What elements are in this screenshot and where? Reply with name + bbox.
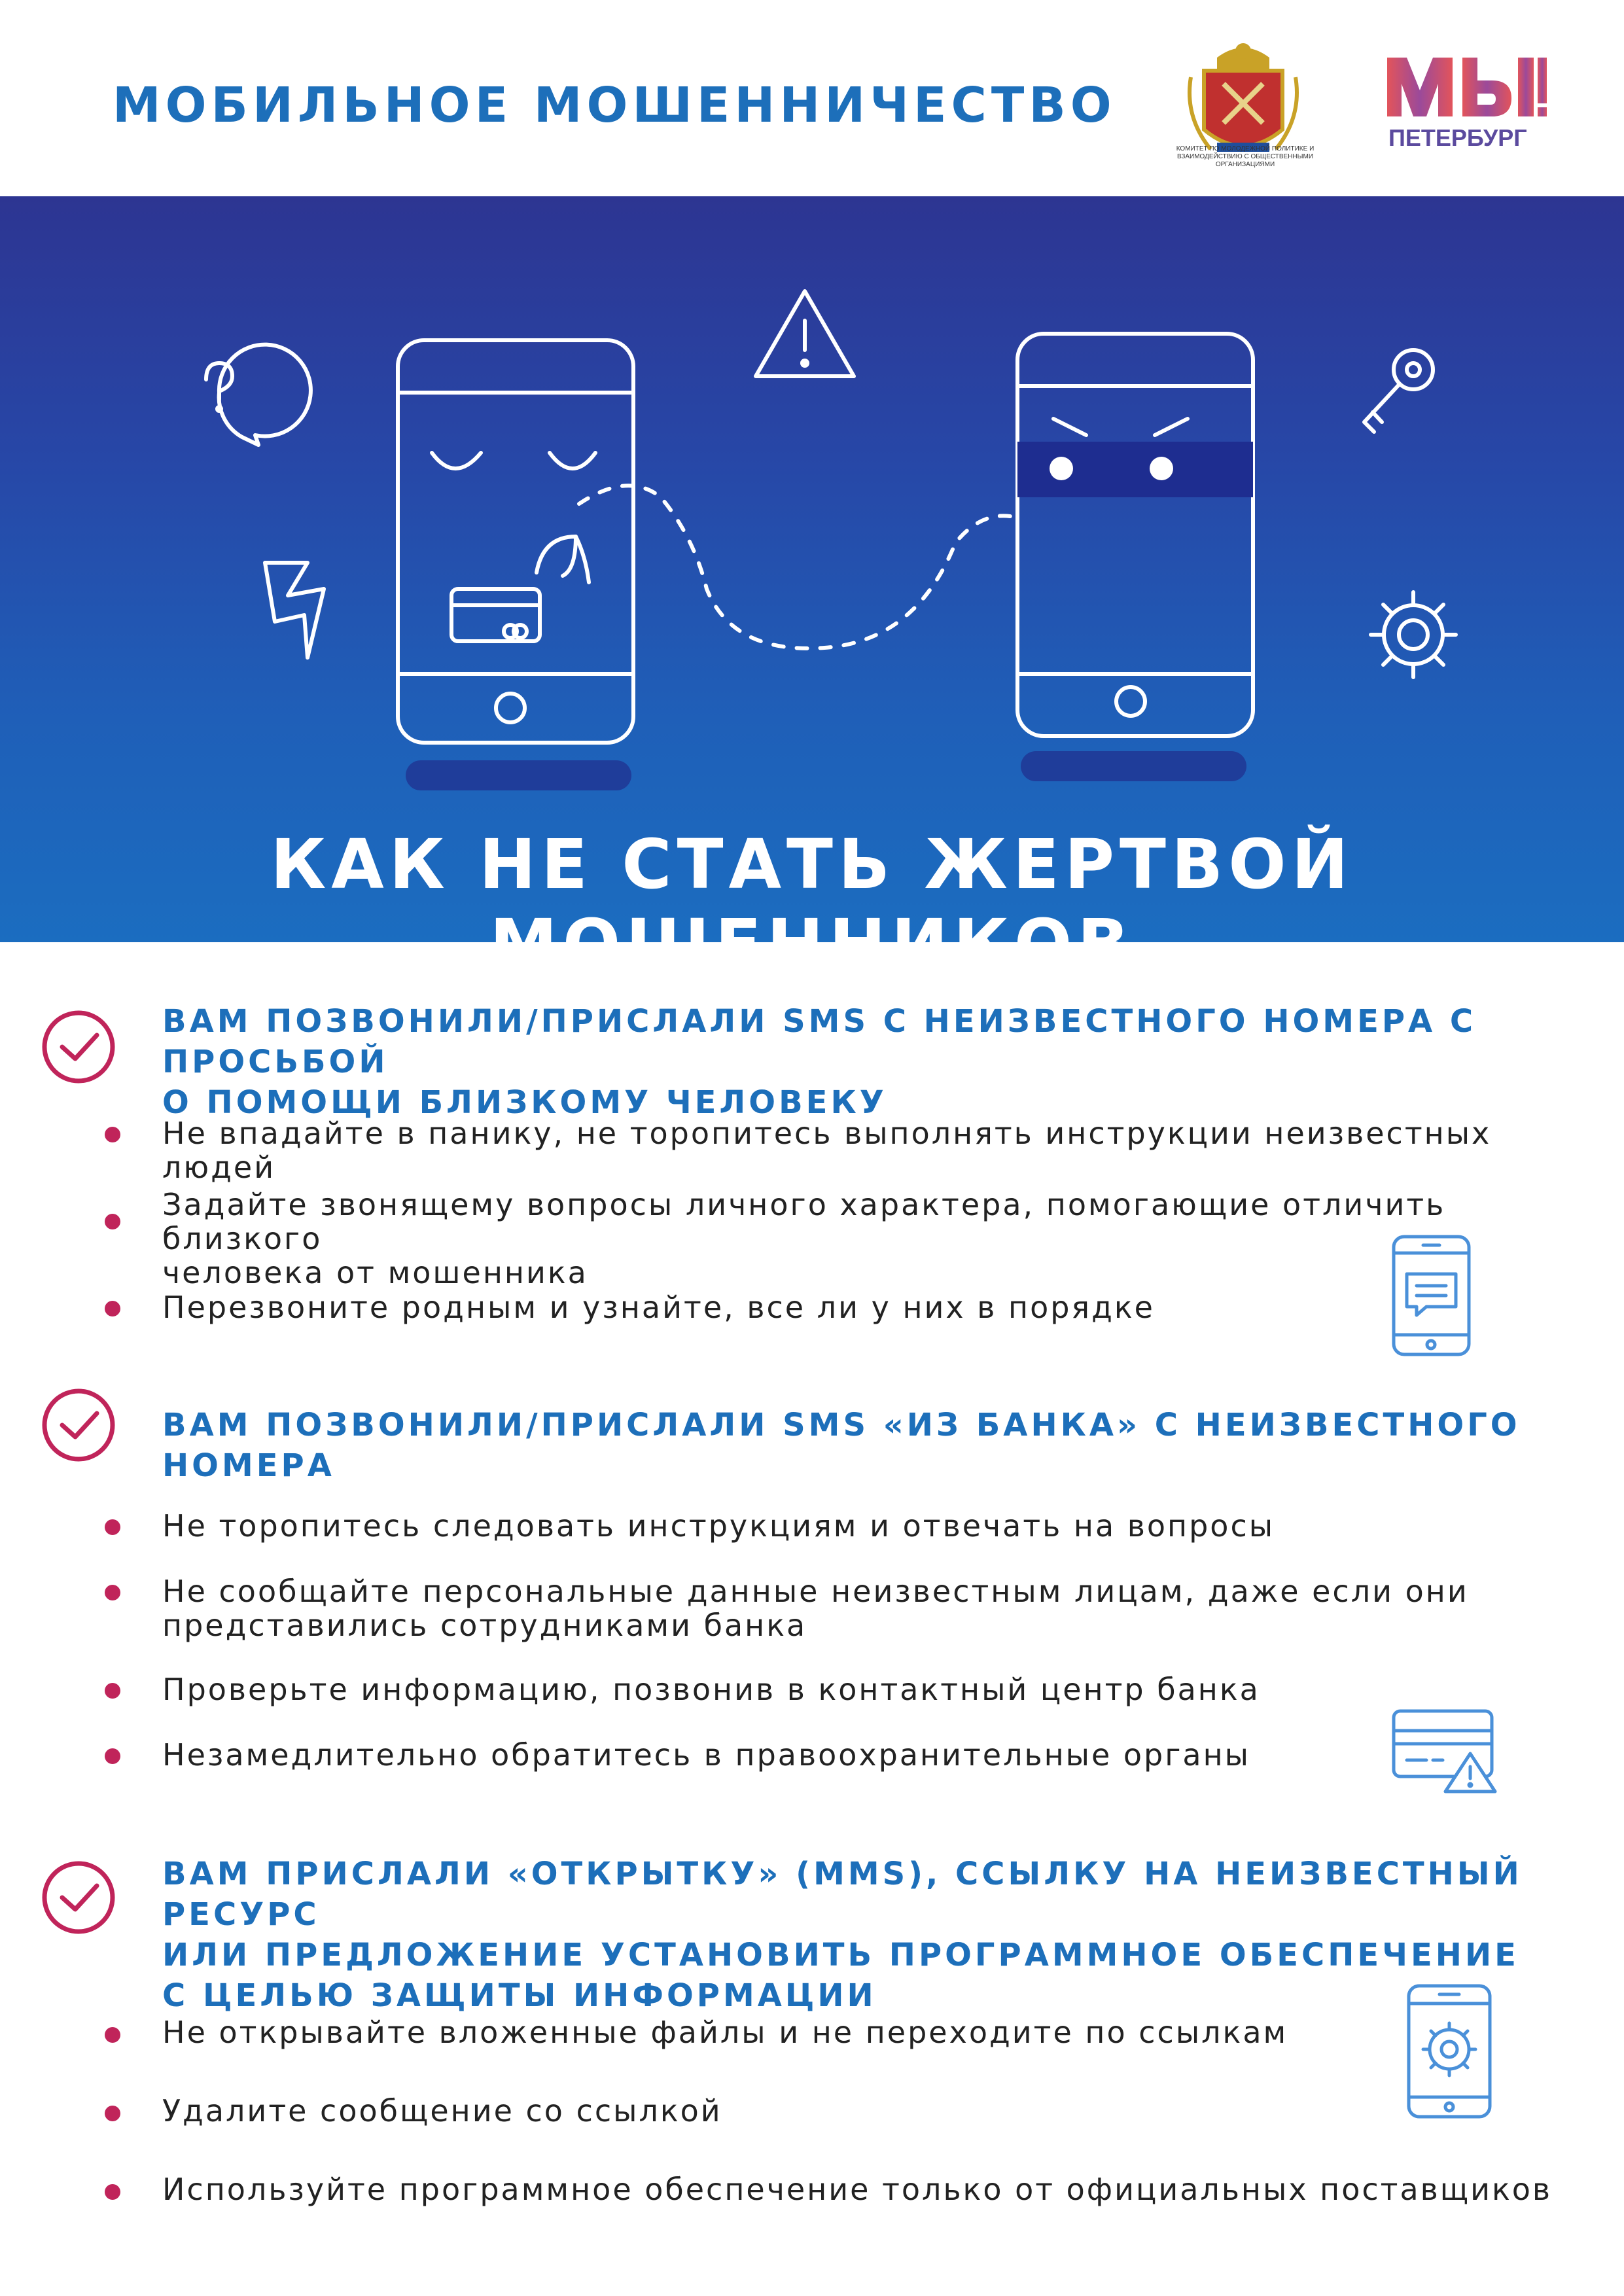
bullet-dot bbox=[105, 1214, 120, 1229]
key-icon bbox=[1364, 350, 1433, 432]
my-peterburg-logo bbox=[1381, 44, 1551, 156]
page-title: МОБИЛЬНОЕ МОШЕННИЧЕСТВО bbox=[113, 77, 1116, 133]
bullet-dot bbox=[105, 2027, 120, 2043]
section-3-bullet-1: Не открывайте вложенные файлы и не переходите по ссылкам bbox=[162, 2015, 1288, 2050]
section-2-bullet-1: Не торопитесь следовать инструкциям и отвечать на вопросы bbox=[162, 1508, 1275, 1544]
section-1-bullet-2: Задайте звонящему вопросы личного характера, помогающие отличить близкого человека от мошенника bbox=[162, 1187, 1446, 1290]
logo-text: ПЕТЕРБУРГ bbox=[1388, 124, 1527, 151]
hero-title: КАК НЕ СТАТЬ ЖЕРТВОЙ МОШЕННИКОВ bbox=[270, 824, 1354, 984]
bullet-dot bbox=[105, 1683, 120, 1699]
bullet-dot bbox=[105, 2184, 120, 2200]
checkmark-icon bbox=[39, 1858, 118, 1937]
question-bubble-icon bbox=[206, 345, 311, 445]
victim-phone-illustration bbox=[398, 340, 633, 743]
hero-banner bbox=[0, 196, 1624, 984]
section-2-bullet-2: Не сообщайте персональные данные неизвестным лицам, даже если они представились сотрудниками банка bbox=[162, 1574, 1469, 1643]
phone-settings-icon bbox=[1403, 1983, 1495, 2120]
warning-triangle-icon bbox=[756, 291, 854, 376]
bullet-dot bbox=[105, 1748, 120, 1764]
section-1-bullet-3: Перезвоните родным и узнайте, все ли у них в порядке bbox=[162, 1290, 1155, 1325]
phone-message-icon bbox=[1387, 1233, 1479, 1358]
section-2-title: ВАМ ПОЗВОНИЛИ/ПРИСЛАЛИ SMS «ИЗ БАНКА» С НЕИЗВЕСТНОГО НОМЕРА bbox=[162, 1407, 1521, 1484]
section-2-bullet-3: Проверьте информацию, позвонив в контактный центр банка bbox=[162, 1672, 1260, 1707]
bullet-dot bbox=[105, 1301, 120, 1316]
bullet-dot bbox=[105, 2106, 120, 2121]
section-1-title: ВАМ ПОЗВОНИЛИ/ПРИСЛАЛИ SMS С НЕИЗВЕСТНОГО НОМЕРА С ПРОСЬБОЙ О ПОМОЩИ БЛИЗКОМУ ЧЕЛОВЕКУ bbox=[162, 1003, 1477, 1121]
lightning-icon bbox=[265, 563, 324, 658]
gear-icon bbox=[1371, 592, 1456, 677]
fraud-phone-illustration bbox=[1017, 334, 1253, 736]
section-1-bullet-1: Не впадайте в панику, не торопитесь выполнять инструкции неизвестных людей bbox=[162, 1116, 1492, 1185]
section-3-bullet-3: Используйте программное обеспечение только от официальных поставщиков bbox=[162, 2172, 1553, 2207]
checkmark-icon bbox=[39, 1008, 118, 1086]
section-3-title: ВАМ ПРИСЛАЛИ «ОТКРЫТКУ» (MMS), ССЫЛКУ НА НЕИЗВЕСТНЫЙ РЕСУРС ИЛИ ПРЕДЛОЖЕНИЕ УСТАНОВИТЬ ПРОГРАММНОЕ ОБЕСПЕЧЕНИЕ С ЦЕЛЬЮ ЗАЩИТЫ ИНФОРМАЦИИ bbox=[162, 1856, 1523, 2014]
section-3-bullet-2: Удалите сообщение со ссылкой bbox=[162, 2093, 722, 2128]
bullet-dot bbox=[105, 1519, 120, 1535]
card-warning-icon bbox=[1390, 1708, 1502, 1796]
section-2-bullet-4: Незамедлительно обратитесь в правоохранительные органы bbox=[162, 1737, 1250, 1773]
checkmark-icon bbox=[39, 1386, 118, 1464]
crest-caption: КОМИТЕТ ПО МОЛОДЕЖНОЙ ПОЛИТИКЕ И ВЗАИМОДЕЙСТВИЮ С ОБЩЕСТВЕННЫМИ ОРГАНИЗАЦИЯМИ bbox=[1176, 145, 1315, 168]
bullet-dot bbox=[105, 1127, 120, 1142]
bullet-dot bbox=[105, 1585, 120, 1600]
